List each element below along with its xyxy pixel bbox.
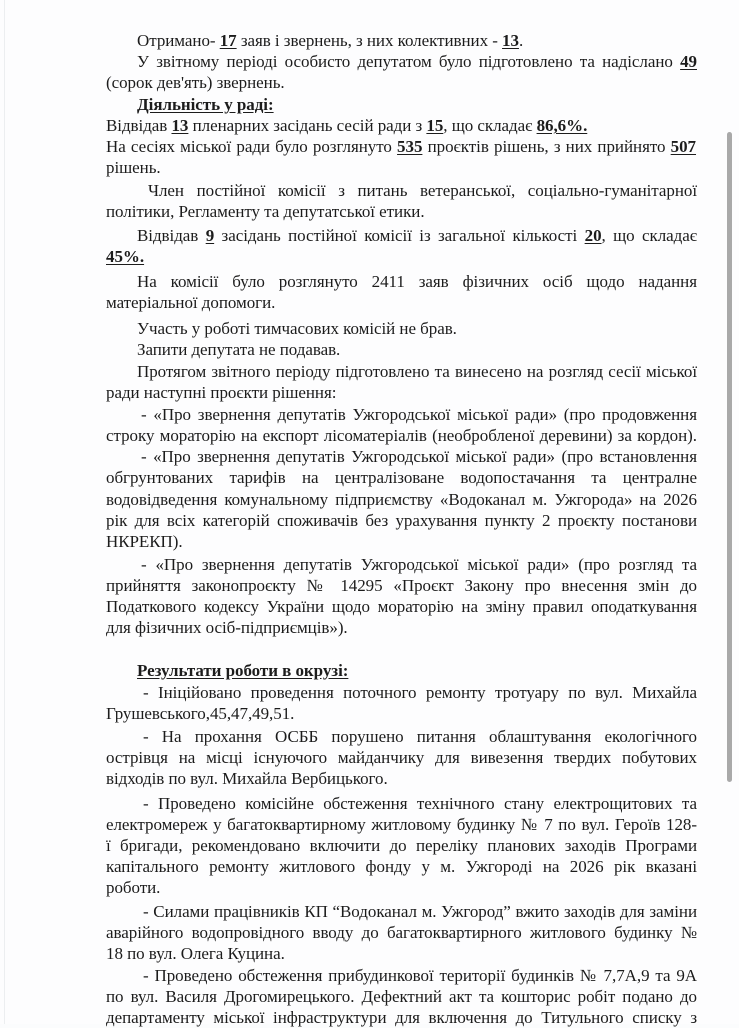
sessions-total: 15	[426, 116, 444, 135]
text: , що складає	[601, 226, 697, 245]
applications-line-1: На комісії було розглянуто 2411 заяв фізичних осіб щодо надання	[137, 272, 697, 291]
draft-item: Податкового кодексу України щодо мораторію на зміну правил оподаткування	[106, 597, 697, 616]
text: У звітному періоді особисто депутатом було підготовлено та надіслано	[137, 52, 681, 71]
reviewed-count: 535	[397, 137, 423, 156]
reviewed-suffix: рішень.	[106, 158, 161, 177]
draft-item: строку мораторію на експорт лісоматеріалів (необробленої деревини) за кордон).	[106, 426, 697, 445]
received-line	[137, 31, 729, 51]
draft-item: прийняття законопроєкту № 14295 «Проєкт Закону про внесення змін до	[106, 576, 697, 595]
district-item: відходів по вул. Михайла Вербицького.	[106, 769, 388, 788]
scrollbar-thumb[interactable]	[727, 132, 732, 782]
temp-commissions: Участь у роботі тимчасових комісій не брав.	[137, 319, 457, 338]
draft-item: - «Про звернення депутатів Ужгородської міської ради» (про розгляд та	[141, 555, 697, 574]
district-item: ї бригади, рекомендовано включити до переліку планових заходів Програми	[106, 836, 697, 855]
drafts-line-1: Протягом звітного періоду підготовлено та винесено на розгляд сесії міської	[137, 362, 697, 381]
drafts-line-2: ради наступні проєкти рішення:	[106, 383, 337, 402]
text: .	[518, 31, 524, 50]
draft-item: водовідведення комунальному підприємству «Водоканал м. Ужгорода» на 2026	[106, 490, 697, 509]
text: Відвідав	[137, 226, 206, 245]
adopted-count: 507	[670, 137, 697, 156]
district-item: 18 по вул. Олега Куцина.	[106, 944, 285, 963]
district-item: - Проведено комісійне обстеження технічного стану електрощитових та	[143, 794, 697, 813]
applications-line-2: матеріальної допомоги.	[106, 293, 276, 312]
member-line-1: Член постійної комісії з питань ветеранської, соціально-гуманітарної	[148, 181, 697, 200]
district-item: аварійного водопровідного вводу до багатоквартирного житлового будинку №	[106, 923, 697, 942]
district-heading: Результати роботи в окрузі:	[137, 661, 349, 680]
draft-item: обгрунтованих тарифів на централізоване водопостачання та централне	[106, 468, 697, 487]
collective-count: 13	[502, 31, 519, 50]
reviewed-line	[106, 137, 696, 157]
council-heading: Діяльність у раді:	[137, 95, 274, 114]
text: На сесіях міської ради було розглянуто	[106, 137, 398, 156]
attended-line	[106, 116, 698, 136]
page-edge	[4, 0, 5, 1024]
text: Отримано-	[137, 31, 220, 50]
received-count: 17	[219, 31, 237, 50]
text: заяв і звернень, з них колективних -	[236, 31, 503, 50]
district-item: роботи.	[106, 878, 161, 897]
commission-percent: 45%.	[106, 247, 145, 266]
text: проєктів рішень, з них прийнято	[422, 137, 671, 156]
district-item: - На прохання ОСББ порушено питання облаштування екологічного	[143, 727, 697, 746]
member-line-2: політики, Регламенту та депутатської етики.	[106, 202, 425, 221]
text: Відвідав	[106, 116, 172, 135]
district-item: острівця на місці існуючого майданчику для вивезення твердих побутових	[106, 748, 697, 767]
district-item: - Проведено обстеження прибудинкової території будинків № 7,7А,9 та 9А	[143, 966, 697, 985]
draft-item: для фізичних осіб-підприємців»).	[106, 618, 348, 637]
attended-percent: 86,6%.	[536, 116, 588, 135]
text: пленарних засідань сесій ради з	[188, 116, 427, 135]
district-item: Грушевського,45,47,49,51.	[106, 704, 295, 723]
text: засідань постійної комісії із загальної кількості	[214, 226, 585, 245]
draft-item: НКРЕКП).	[106, 532, 183, 551]
draft-item: рік для всіх категорій споживачів без урахування пункту 2 проєкту постанови	[106, 511, 697, 530]
prepared-line	[137, 52, 697, 72]
prepared-count: 49	[680, 52, 697, 71]
draft-item: - «Про звернення депутатів Ужгородської міської ради» (про встановлення	[141, 447, 697, 466]
district-item: електромереж у багатоквартирному житловому будинку № 7 по вул. Героїв 128-	[106, 815, 697, 834]
district-item: по вул. Василя Дрогомирецького. Дефектний акт та кошторис робіт подано до	[106, 987, 697, 1006]
district-item: - Ініційовано проведення поточного ремонту тротуару по вул. Михайла	[143, 683, 697, 702]
commission-total: 20	[584, 226, 602, 245]
prepared-suffix: (сорок дев'ять) звернень.	[106, 73, 285, 92]
draft-item: - «Про звернення депутатів Ужгородської міської ради» (про продовження	[141, 405, 697, 424]
inquiries: Запити депутата не подавав.	[137, 340, 341, 359]
text: , що складає	[443, 116, 537, 135]
district-item: - Силами працівників КП “Водоканал м. Ужгород” вжито заходів для заміни	[143, 902, 697, 921]
commission-line	[137, 226, 697, 246]
district-item: капітального ремонту житлового фонду у м. Ужгороді на 2026 рік вказані	[106, 857, 697, 876]
district-item: департаменту міської інфраструктури для включення до Титульного списку з	[106, 1008, 697, 1027]
attended-count: 13	[171, 116, 189, 135]
commission-attended: 9	[205, 226, 215, 245]
